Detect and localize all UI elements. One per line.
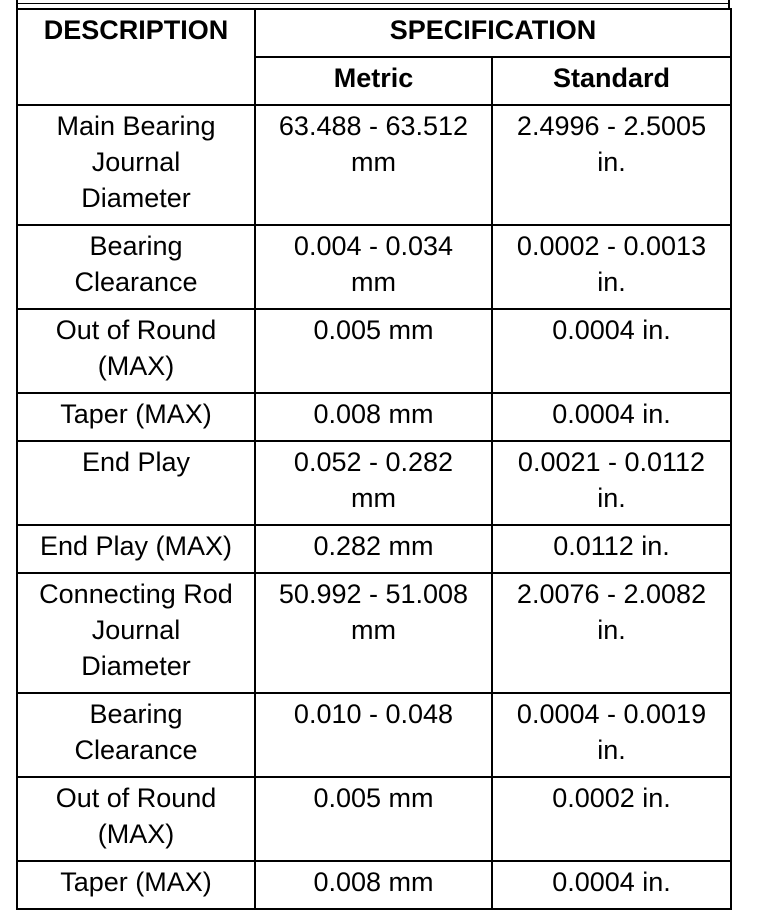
table-top-edge — [16, 0, 730, 8]
description-header: DESCRIPTION — [17, 9, 255, 105]
metric-cell: 0.052 - 0.282 mm — [255, 441, 492, 525]
metric-cell: 0.008 mm — [255, 861, 492, 909]
description-cell: Out of Round (MAX) — [17, 309, 255, 393]
metric-cell: 50.992 - 51.008 mm — [255, 573, 492, 693]
specification-table — [16, 8, 732, 910]
description-cell: End Play — [17, 441, 255, 525]
table-row — [17, 693, 731, 777]
standard-cell: 0.0004 - 0.0019 in. — [492, 693, 731, 777]
description-cell: Main Bearing Journal Diameter — [17, 105, 255, 225]
table-row — [17, 777, 731, 861]
description-cell: Bearing Clearance — [17, 225, 255, 309]
description-cell: Out of Round (MAX) — [17, 777, 255, 861]
metric-cell: 0.004 - 0.034 mm — [255, 225, 492, 309]
table-row — [17, 525, 731, 573]
standard-cell: 0.0002 in. — [492, 777, 731, 861]
description-cell: Bearing Clearance — [17, 693, 255, 777]
standard-cell: 2.0076 - 2.0082 in. — [492, 573, 731, 693]
standard-cell: 0.0004 in. — [492, 393, 731, 441]
description-cell: Connecting Rod Journal Diameter — [17, 573, 255, 693]
table-row — [17, 393, 731, 441]
table-row — [17, 225, 731, 309]
description-cell: Taper (MAX) — [17, 861, 255, 909]
table-row — [17, 861, 731, 909]
metric-cell: 0.005 mm — [255, 309, 492, 393]
table-row — [17, 105, 731, 225]
metric-cell: 0.010 - 0.048 — [255, 693, 492, 777]
standard-header: Standard — [492, 57, 731, 105]
standard-cell: 0.0021 - 0.0112 in. — [492, 441, 731, 525]
metric-cell: 0.282 mm — [255, 525, 492, 573]
table-row — [17, 441, 731, 525]
metric-cell: 63.488 - 63.512 mm — [255, 105, 492, 225]
table-row — [17, 573, 731, 693]
table-row — [17, 309, 731, 393]
standard-cell: 2.4996 - 2.5005 in. — [492, 105, 731, 225]
standard-cell: 0.0004 in. — [492, 861, 731, 909]
description-cell: End Play (MAX) — [17, 525, 255, 573]
standard-cell: 0.0004 in. — [492, 309, 731, 393]
metric-cell: 0.005 mm — [255, 777, 492, 861]
description-cell: Taper (MAX) — [17, 393, 255, 441]
standard-cell: 0.0112 in. — [492, 525, 731, 573]
standard-cell: 0.0002 - 0.0013 in. — [492, 225, 731, 309]
metric-cell: 0.008 mm — [255, 393, 492, 441]
metric-header: Metric — [255, 57, 492, 105]
header-row — [17, 9, 731, 57]
specification-header: SPECIFICATION — [255, 9, 731, 57]
